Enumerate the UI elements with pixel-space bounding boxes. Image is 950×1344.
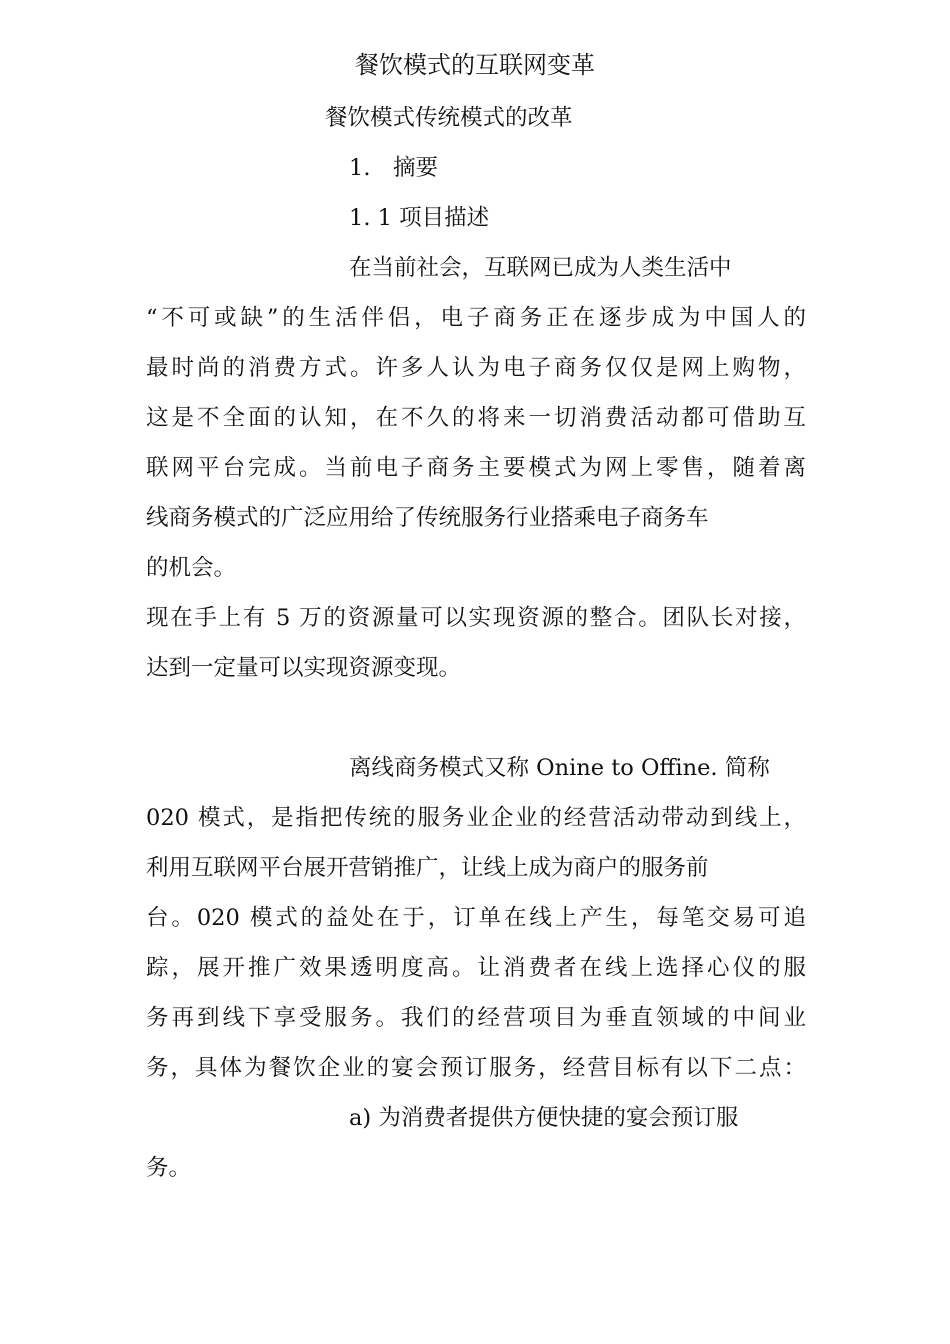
document-subtitle: 餐饮模式传统模式的改革 xyxy=(325,105,573,131)
paragraph-line: 利用互联网平台展开营销推广，让线上成为商户的服务前 xyxy=(146,855,709,881)
document-title: 餐饮模式的互联网变革 xyxy=(355,51,595,79)
paragraph-line: 在当前社会，互联网已成为人类生活中 xyxy=(349,255,732,281)
paragraph-line: 的机会。 xyxy=(146,555,237,581)
paragraph-line: 达到一定量可以实现资源变现。 xyxy=(146,655,462,681)
section-heading-project-description: 1. 1 项目描述 xyxy=(349,205,490,231)
section-heading-summary: 1. 摘要 xyxy=(349,155,438,181)
paragraph-line: “不可或缺”的生活伴侣，电子商务正在逐步成为中国人的 xyxy=(146,305,806,331)
paragraph-line: 现在手上有 5 万的资源量可以实现资源的整合。团队长对接， xyxy=(146,605,806,631)
paragraph-line: 踪，展开推广效果透明度高。让消费者在线上选择心仪的服 xyxy=(146,955,806,981)
paragraph-line: 务，具体为餐饮企业的宴会预订服务，经营目标有以下二点： xyxy=(146,1055,806,1081)
paragraph-line: 最时尚的消费方式。许多人认为电子商务仅仅是网上购物， xyxy=(146,355,806,381)
list-item-continuation: 务。 xyxy=(146,1155,192,1181)
paragraph-line: 联网平台完成。当前电子商务主要模式为网上零售，随着离 xyxy=(146,455,806,481)
paragraph-line: 020 模式，是指把传统的服务业企业的经营活动带动到线上， xyxy=(146,805,806,831)
paragraph-line: 务再到线下享受服务。我们的经营项目为垂直领域的中间业 xyxy=(146,1005,806,1031)
paragraph-line: 线商务模式的广泛应用给了传统服务行业搭乘电子商务车 xyxy=(146,505,709,531)
paragraph-line: 台。020 模式的益处在于，订单在线上产生，每笔交易可追 xyxy=(146,905,806,931)
paragraph-line: 这是不全面的认知，在不久的将来一切消费活动都可借助互 xyxy=(146,405,806,431)
list-item: a) 为消费者提供方便快捷的宴会预订服 xyxy=(349,1105,739,1131)
paragraph-line: 离线商务模式又称 Onine to Offine. 简称 xyxy=(349,755,770,781)
